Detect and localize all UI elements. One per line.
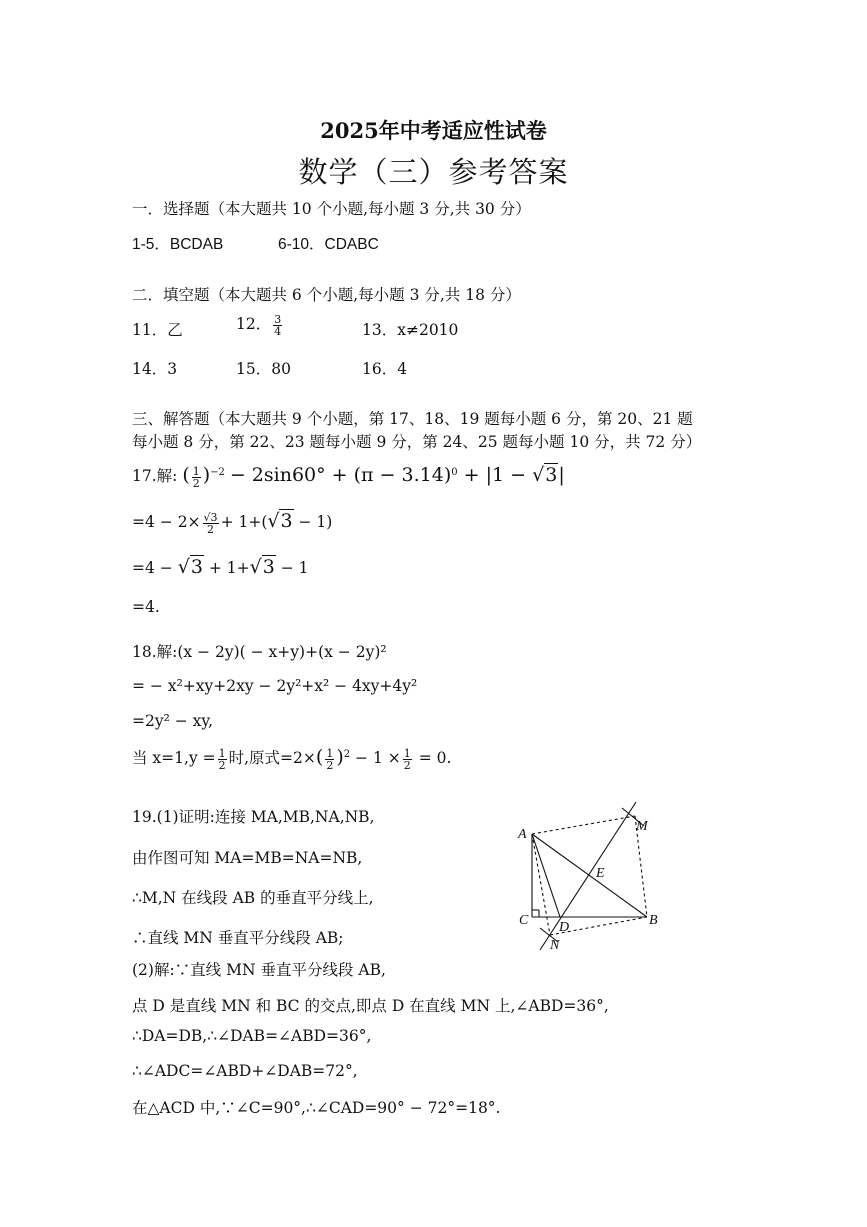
q19-line5: (2)解:∵直线 MN 垂直平分线段 AB, (132, 961, 386, 979)
q17-step1: =4 − 2× $\frac{√3}{2}$ + 1+(√3 − 1) (132, 510, 333, 536)
q17-expression: 17.解: ( $\frac{1}{2}$ )$^{-2} - 2\sin 60^\circ + (\pi - 3.14)^0 + |1 - √3|$ (132, 464, 565, 490)
answers-1-5: 1-5．BCDAB (132, 236, 224, 253)
q19-line3: ∴M,N 在线段 AB 的垂直平分线上, (132, 889, 374, 907)
section3-heading-line2: 每小题 8 分，第 22、23 题每小题 9 分，第 24、25 题每小题 10 分，共 72 分） (132, 433, 702, 451)
section2-heading: 二．填空题（本大题共 6 个小题,每小题 3 分,共 18 分） (132, 286, 521, 304)
label-D: D (559, 920, 570, 935)
fraction-denominator: 4 (274, 324, 282, 338)
label-E: E (596, 866, 605, 881)
answer-12-fraction (273, 314, 282, 337)
segment-AM (532, 816, 635, 834)
answer-16: 16．4 (362, 360, 408, 378)
q19-line6: 点 D 是直线 MN 和 BC 的交点,即点 D 在直线 MN 上,∠ABD=36°, (132, 997, 609, 1015)
label-C: C (519, 913, 529, 928)
q17-label: 17.解: (132, 467, 178, 485)
q17-step2-c: − 1 (280, 559, 309, 577)
q19-line1: 19.(1)证明:连接 MA,MB,NA,NB, (132, 808, 375, 826)
answer-12-label: 12． (236, 315, 272, 333)
answer-14: 14．3 (132, 360, 178, 378)
label-B: B (649, 913, 658, 928)
answer-11: 11．乙 (132, 321, 183, 339)
q19-line4: ∴直线 MN 垂直平分线段 AB; (132, 929, 344, 947)
q19-line9: 在△ACD 中,∵∠C=90°,∴∠CAD=90° − 72°=18°. (132, 1099, 501, 1117)
label-A: A (518, 827, 527, 842)
answer-12 (236, 312, 284, 337)
label-M: M (636, 819, 648, 834)
section1-heading: 一．选择题（本大题共 10 个小题,每小题 3 分,共 30 分） (132, 200, 531, 218)
segment-AB (532, 834, 647, 917)
q18-line4-d: = 0. (418, 749, 452, 767)
q18-line4-b: 时,原式=2× (228, 749, 316, 767)
q18-line1: 18.解:(x − 2y)( − x+y)+(x − 2y)² (132, 643, 387, 661)
section3-heading-line1: 三、解答题（本大题共 9 个小题，第 17、18、19 题每小题 6 分，第 20、21 题 (132, 410, 693, 428)
q17-step1-a: =4 − 2× (132, 513, 201, 531)
label-N: N (550, 938, 560, 953)
q17-step1-c: − 1) (298, 513, 333, 531)
page-title: 2025年中考适应性试卷 (320, 118, 547, 143)
segment-AD (532, 834, 560, 917)
answers-6-10: 6-10．CDABC (278, 236, 379, 253)
q17-step3: =4. (132, 598, 160, 616)
q18-line4-c: − 1 × (355, 749, 401, 767)
page-subtitle: 数学（三）参考答案 (298, 155, 569, 189)
q17-step2-a: =4 − (132, 559, 173, 577)
q18-line4: 当 x=1,y = $\frac{1}{2}$ 时,原式=2×( $\frac{1}{2}$ )$^2$ − 1 × $\frac{1}{2}$ = 0. (132, 746, 452, 772)
q17-step2: =4 − √3 + 1+√3 − 1 (132, 556, 309, 578)
fraction-numerator: 3 (274, 312, 282, 326)
q19-line2: 由作图可知 MA=MB=NA=NB, (132, 849, 363, 867)
answer-15: 15．80 (236, 360, 291, 378)
q17-step1-b: + 1+( (220, 513, 268, 531)
q18-line2: = − x²+xy+2xy − 2y²+x² − 4xy+4y² (132, 677, 418, 695)
segment-AN (532, 834, 550, 935)
q18-line4-a: 当 x=1,y = (132, 749, 216, 767)
q19-line8: ∴∠ADC=∠ABD+∠DAB=72°, (132, 1062, 358, 1080)
answer-13: 13．x≠2010 (362, 321, 459, 339)
q18-line3: =2y² − xy, (132, 712, 214, 730)
q17-step2-b: + 1+ (208, 559, 250, 577)
geometry-figure (510, 800, 670, 960)
q19-line7: ∴DA=DB,∴∠DAB=∠ABD=36°, (132, 1027, 372, 1045)
